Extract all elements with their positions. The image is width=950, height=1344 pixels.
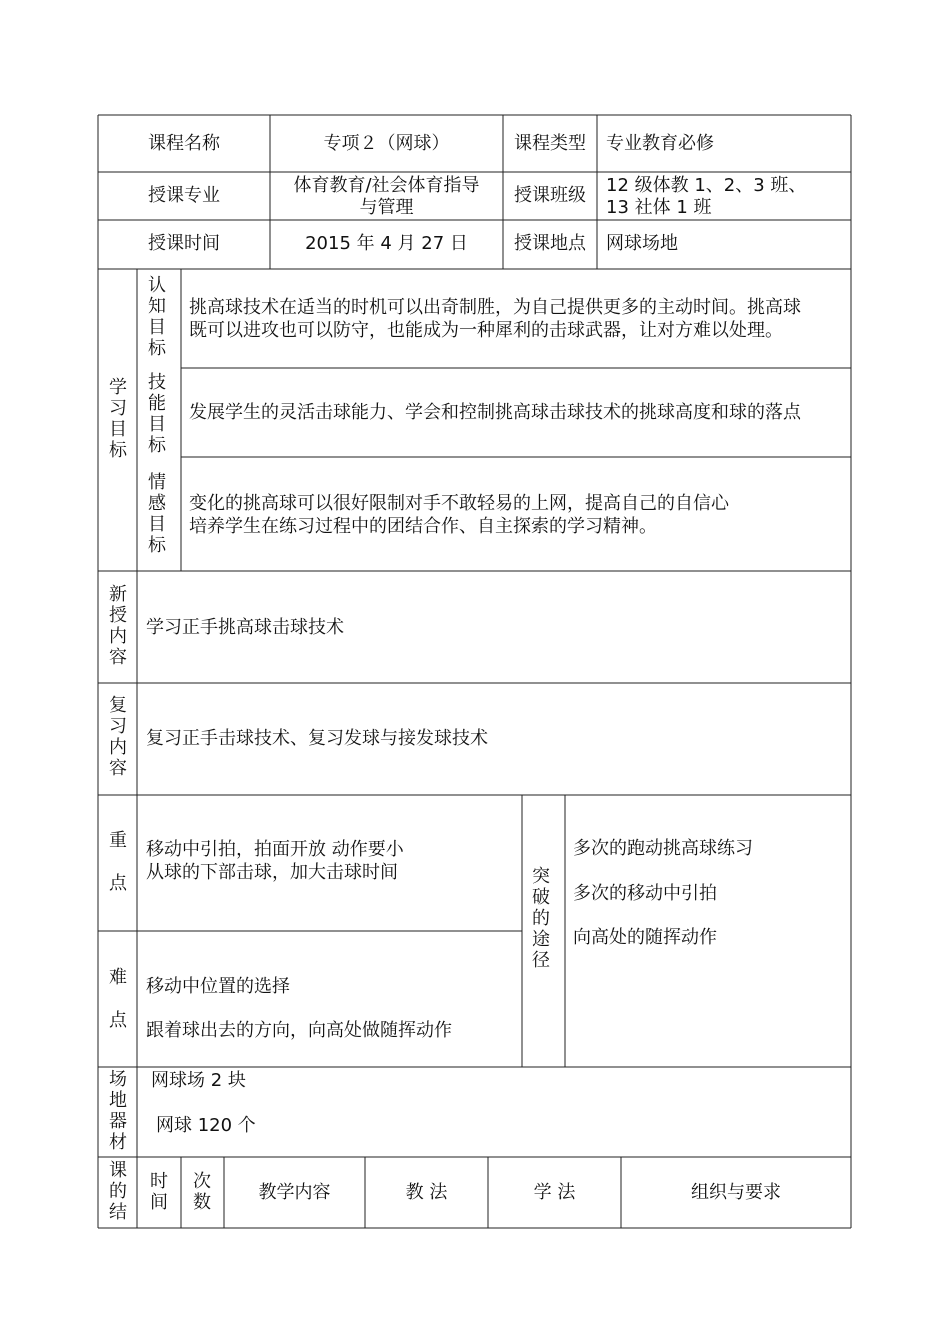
course-name-value: 专项２（网球）: [323, 133, 450, 154]
key-points-line2: 从球的下部击球，加大击球时间: [146, 862, 398, 883]
review-content-text: 复习正手击球技术、复习发球与接发球技术: [146, 728, 488, 749]
difficulties-line1: 移动中位置的选择: [146, 976, 290, 997]
breakthrough-item1: 多次的跑动挑高球练习: [573, 838, 753, 859]
major-value-line1: 体育教育/社会体育指导: [293, 175, 480, 196]
key-points-label-1: 重: [109, 830, 127, 851]
breakthrough-item3: 向高处的随挥动作: [573, 927, 717, 948]
skill-text: 发展学生的灵活击球能力、学会和控制挑高球击球技术的挑球高度和球的落点: [189, 402, 801, 423]
new-content-text: 学习正手挑高球击球技术: [146, 617, 344, 638]
class-value-line2: 13 社体 1 班: [606, 197, 712, 218]
venue-item1: 网球场 2 块: [151, 1070, 246, 1091]
col-content: 教学内容: [258, 1182, 331, 1203]
key-points-label-2: 点: [109, 873, 127, 894]
skill-label: 技能目标: [148, 372, 166, 456]
breakthrough-label: 突破的途径: [532, 866, 550, 971]
course-type-label: 课程类型: [514, 133, 586, 154]
time-label: 授课时间: [148, 233, 220, 254]
venue-label: 场地器材: [109, 1069, 127, 1153]
difficulties-label-1: 难: [109, 967, 127, 988]
col-times: 次数: [193, 1171, 211, 1213]
time-value: 2015 年 4 月 27 日: [305, 233, 468, 254]
place-value: 网球场地: [606, 233, 678, 254]
structure-label: 课的结: [109, 1160, 127, 1223]
breakthrough-item2: 多次的移动中引拍: [573, 883, 717, 904]
col-time: 时间: [150, 1171, 168, 1213]
difficulties-label-2: 点: [109, 1010, 127, 1031]
class-label: 授课班级: [514, 185, 586, 206]
difficulties-line2: 跟着球出去的方向，向高处做随挥动作: [146, 1020, 452, 1041]
review-content-label: 复习内容: [109, 695, 127, 779]
cognitive-label: 认知目标: [148, 275, 166, 359]
course-name-label: 课程名称: [148, 133, 220, 154]
col-org: 组织与要求: [691, 1182, 781, 1203]
cognitive-line1: 挑高球技术在适当的时机可以出奇制胜，为自己提供更多的主动时间。挑高球: [189, 297, 801, 318]
place-label: 授课地点: [514, 233, 586, 254]
col-teaching: 教 法: [405, 1182, 448, 1203]
major-label: 授课专业: [148, 185, 220, 206]
col-learning: 学 法: [533, 1182, 576, 1203]
emotion-label: 情感目标: [148, 472, 166, 556]
new-content-label: 新授内容: [109, 584, 127, 668]
objectives-label: 学习目标: [109, 377, 127, 461]
class-value-line1: 12 级体教 1、2、3 班、: [606, 175, 807, 196]
major-value-line2: 与管理: [359, 197, 414, 218]
emotion-line2: 培养学生在练习过程中的团结合作、自主探索的学习精神。: [189, 516, 657, 537]
cognitive-line2: 既可以进攻也可以防守，也能成为一种犀利的击球武器，让对方难以处理。: [189, 320, 783, 341]
emotion-line1: 变化的挑高球可以很好限制对手不敢轻易的上网，提高自己的自信心: [189, 493, 729, 514]
venue-item2: 网球 120 个: [156, 1115, 256, 1136]
key-points-line1: 移动中引拍，拍面开放 动作要小: [146, 839, 404, 860]
course-type-value: 专业教育必修: [606, 133, 714, 154]
